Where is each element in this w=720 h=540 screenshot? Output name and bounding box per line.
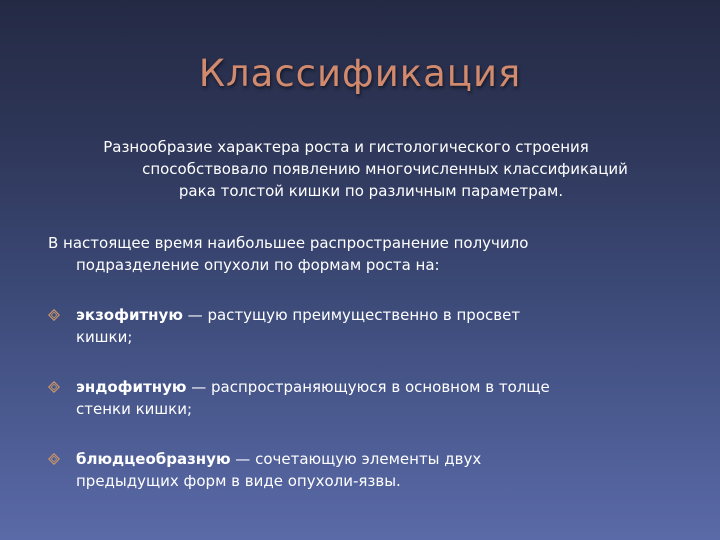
bullet-item-saucer-shaped — [48, 448, 688, 492]
paragraph-line: подразделение опухоли по формам роста на: — [76, 256, 440, 274]
diamond-outline-icon — [48, 453, 60, 465]
bullet-item-exophytic — [48, 304, 688, 348]
paragraph-line: В настоящее время наибольшее распространение получило — [48, 234, 529, 252]
bullet-text — [48, 376, 688, 420]
slide-title: Классификация — [198, 52, 522, 95]
bullet-text — [48, 304, 688, 348]
intro-line: рака толстой кишки по различным параметрам. — [178, 182, 564, 200]
bullet-term: эндофитную — [76, 378, 187, 396]
intro-line: способствовало появлению многочисленных классификаций — [142, 160, 628, 178]
bullet-description: — растущую преимущественно в просвет — [182, 306, 521, 324]
bullet-description-cont: стенки кишки; — [76, 400, 192, 418]
diamond-outline-icon — [48, 381, 60, 393]
bullet-description: — распространяющуюся в основном в толще — [186, 378, 550, 396]
bullet-term: экзофитную — [76, 306, 183, 324]
bullet-term: блюдцеобразную — [76, 450, 231, 468]
diamond-outline-icon — [48, 309, 60, 321]
bullet-description-cont: кишки; — [76, 328, 133, 346]
bullet-description: — сочетающую элементы двух — [230, 450, 482, 468]
bullet-item-endophytic — [48, 376, 688, 420]
bullet-text — [48, 448, 688, 492]
bullet-description-cont: предыдущих форм в виде опухоли-язвы. — [76, 472, 401, 490]
intro-paragraph — [48, 136, 680, 202]
classification-paragraph — [48, 232, 688, 276]
intro-line: Разнообразие характера роста и гистологического строения — [103, 138, 589, 156]
